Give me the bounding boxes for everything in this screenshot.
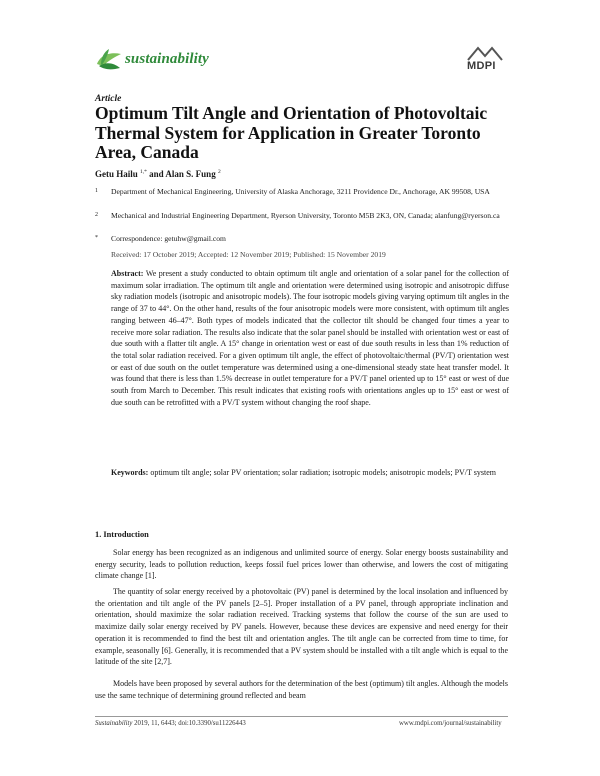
abstract-text: We present a study conducted to obtain optimum tilt angle and orientation of a solar panel for the collection of maximum solar irradiation. The optimum tilt angle and orientation were determined using isotropic and anisotropic diffuse sky radiation models (isotropic and anisotropic models). The four isotropic models giving varying optimum tilt angles in the range of 37 to 44°. On the other hand, results of the four anisotropic models were more consistent, with optimum tilt angles ranging between 46–47°. Both types of models indicated that the collector tilt should be changed four times a year to receive more solar radiation. The results also indicate that the solar panel should be installed with orientation west or east of due south with a flatter tilt angle. A 15° change in orientation west or east of due south results in less than 1% reduction of the total solar radiation received. For a given optimum tilt angle, the effect of photovoltaic/thermal (PV/T) orientation west or east of due south on the outlet temperature was determined using a one-dimensional steady state heat transfer model. It was found that there is less than 1.5% decrease in outlet temperature for a PV/T panel oriented up to 15° east or west of due south from March to December. This result indicates that existing roofs with orientations angles up to 15° east or west of due south can be retrofitted with a PV/T system without changing the roof shape. <box>111 269 510 407</box>
footer-url[interactable]: www.mdpi.com/journal/sustainability <box>399 720 502 727</box>
article-type: Article <box>95 94 122 104</box>
affiliation-mark: 1 <box>95 188 98 194</box>
mdpi-text: MDPI <box>467 60 496 72</box>
correspondence-text: Correspondence: getuhw@gmail.com <box>111 234 226 243</box>
author-name: Alan S. Fung <box>165 169 216 179</box>
keywords-text: optimum tilt angle; solar PV orientation; solar radiation; isotropic models; anisotropic models; PV/T system <box>150 468 496 477</box>
leaf-logo-icon <box>95 48 123 74</box>
page-title: Optimum Tilt Angle and Orientation of Photovoltaic Thermal System for Application in Greater Toronto Area, Canada <box>95 103 488 162</box>
journal-logo <box>95 48 245 74</box>
journal-name: sustainability <box>125 51 209 67</box>
section-heading: 1. Introduction <box>95 530 149 539</box>
keywords <box>111 467 509 479</box>
author-name: Getu Hailu <box>95 169 138 179</box>
authors <box>95 169 221 179</box>
author-marks: 2 <box>217 169 221 175</box>
mdpi-logo-icon <box>462 44 508 76</box>
footer-citation <box>95 720 246 727</box>
abstract <box>111 268 509 408</box>
affiliation-mark: * <box>95 235 98 241</box>
footer-divider <box>95 716 508 717</box>
affiliation-mark: 2 <box>95 212 98 218</box>
abstract-label: Abstract: <box>111 269 144 278</box>
author-connector: and <box>149 169 164 179</box>
keywords-label: Keywords: <box>111 468 149 477</box>
affiliation-text: Department of Mechanical Engineering, University of Alaska Anchorage, 3211 Providence Dr., Anchorage, AK 99508, USA <box>111 187 490 196</box>
body-paragraph: The quantity of solar energy received by a photovoltaic (PV) panel is determined by the local insolation and influenced by the orientation and tilt angle of the PV panels [2–5]. Proper installation of a PV panel, through appropriate inclination and orientation, should maximize the solar radiation received. Tracking systems that follow the course of the sun are used to maximize daily solar energy received by PV panels. However, because these devices are expensive and need energy for their operation it is recommended to find the best tilt and orientation angles. The tilt angle can be corrected from time to time, for example, seasonally [6]. Generally, it is recommended that a PV system should be installed with a tilt angle which is equal to the latitude of the site [2,7]. <box>95 587 508 667</box>
author-marks: 1,* <box>140 169 147 175</box>
footer-journal: Sustainability <box>95 720 133 727</box>
publication-dates: Received: 17 October 2019; Accepted: 12 November 2019; Published: 15 November 2019 <box>111 250 386 259</box>
footer-citation-text: 2019, 11, 6443; doi:10.3390/su11226443 <box>134 720 246 727</box>
body-paragraph: Models have been proposed by several authors for the determination of the best (optimum) tilt angles. Although the models use the same technique of determining ground reflected and beam <box>95 679 508 700</box>
body-paragraph: Solar energy has been recognized as an indigenous and unlimited source of energy. Solar energy boosts sustainability and energy security, leads to pollution reduction, keeps fossil fuel prices lower than otherwise, and lowers the cost of mitigating climate change [1]. <box>95 548 508 581</box>
affiliation-text: Mechanical and Industrial Engineering Department, Ryerson University, Toronto M5B 2K3, ON, Canada; alanfung@ryerson.ca <box>111 211 500 220</box>
